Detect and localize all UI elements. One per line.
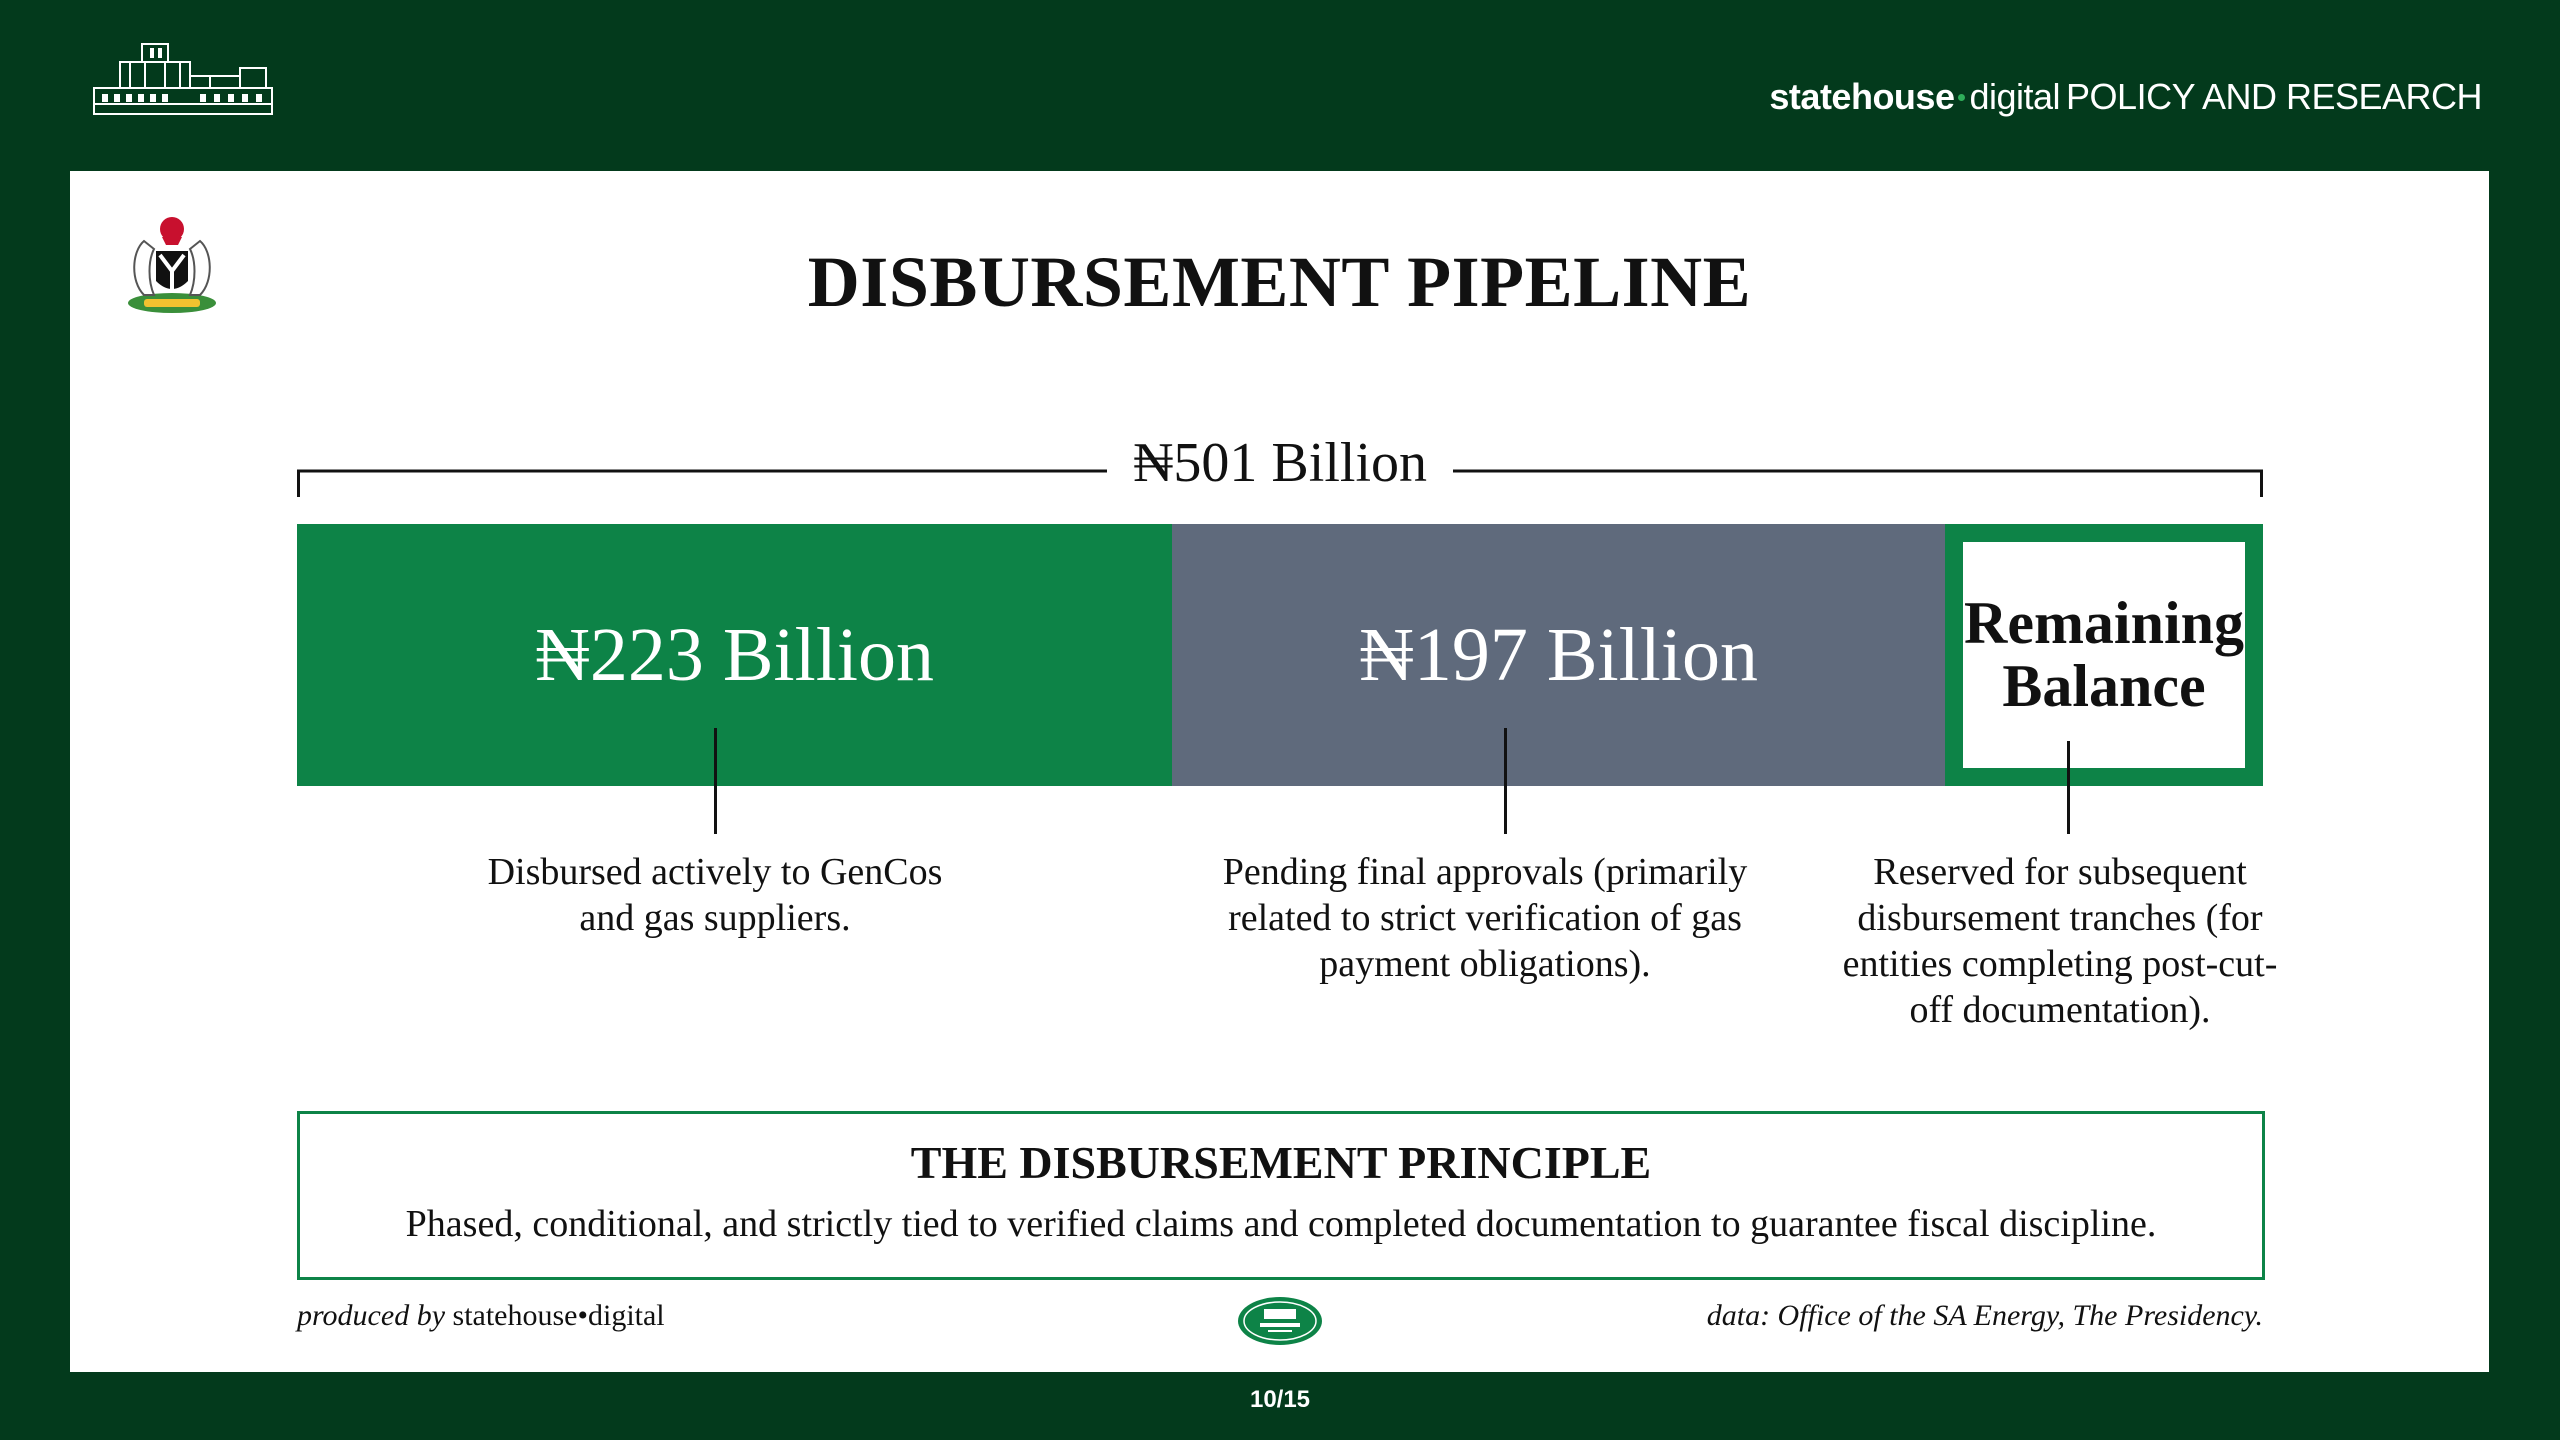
brand-light: digital bbox=[1969, 76, 2061, 117]
produced-by bbox=[297, 1299, 665, 1333]
tick-disbursed bbox=[714, 728, 717, 834]
segment-pending-value: ₦197 Billion bbox=[1358, 613, 1759, 697]
total-label bbox=[297, 431, 2263, 495]
principle-box bbox=[297, 1111, 2265, 1280]
produced-by-brand: statehouse•digital bbox=[452, 1299, 665, 1332]
description-disbursed: Disbursed actively to GenCos and gas suppliers. bbox=[487, 851, 943, 939]
segment-disbursed bbox=[297, 524, 1172, 786]
slide-card bbox=[70, 171, 2489, 1372]
statehouse-badge-icon bbox=[1236, 1295, 1324, 1347]
statehouse-building-icon bbox=[90, 38, 276, 118]
brand-bold: statehouse bbox=[1769, 76, 1955, 117]
principle-title: THE DISBURSEMENT PRINCIPLE bbox=[910, 1137, 1652, 1188]
slide-title: DISBURSEMENT PIPELINE bbox=[807, 242, 1752, 322]
tick-remaining bbox=[2067, 741, 2070, 834]
top-bar bbox=[0, 0, 2560, 170]
total-value: ₦501 Billion bbox=[1107, 432, 1453, 494]
data-source: data: Office of the SA Energy, The Presidency. bbox=[1706, 1299, 2263, 1332]
brand-dot bbox=[1958, 94, 1965, 101]
segment-remaining-value: Remaining Balance bbox=[1963, 542, 2245, 768]
description-remaining: Reserved for subsequent disbursement tranches (for entities completing post-cut-off documentation). bbox=[1842, 851, 2278, 1031]
produced-by-label: produced by bbox=[297, 1299, 446, 1332]
principle-text: Phased, conditional, and strictly tied to verified claims and completed documentation to guarantee fiscal discipline. bbox=[405, 1203, 2157, 1245]
brand-policy: POLICY AND RESEARCH bbox=[2066, 76, 2482, 117]
total-bracket bbox=[297, 432, 2263, 501]
segment-pending bbox=[1172, 524, 1945, 786]
segment-remaining bbox=[1945, 524, 2263, 786]
page-number: 10/15 bbox=[1249, 1386, 1311, 1413]
segment-disbursed-value: ₦223 Billion bbox=[534, 613, 935, 697]
brand-header bbox=[1769, 76, 2482, 118]
pipeline-bar bbox=[297, 524, 2263, 786]
tick-pending bbox=[1504, 728, 1507, 834]
description-pending: Pending final approvals (primarily related to strict verification of gas payment obligations). bbox=[1222, 851, 1748, 985]
